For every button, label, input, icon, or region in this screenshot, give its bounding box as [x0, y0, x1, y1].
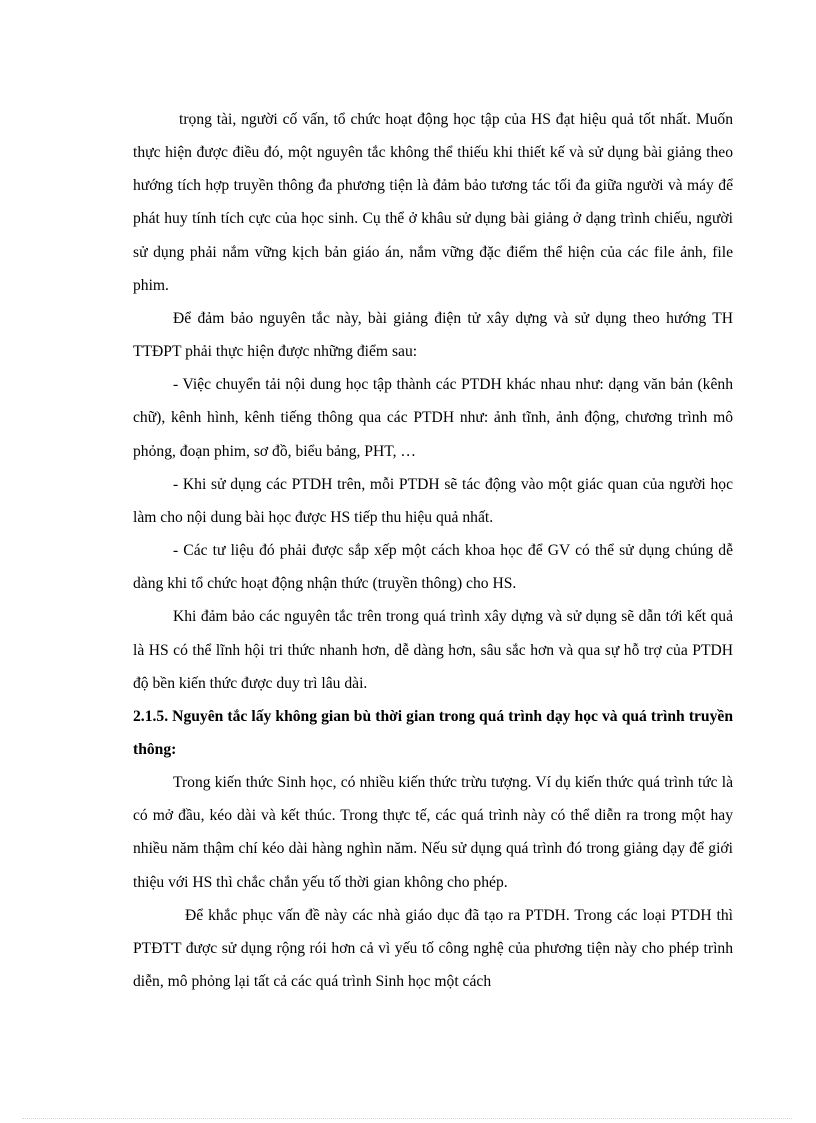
paragraph-2: Để đảm bảo nguyên tắc này, bài giảng điện tử xây dựng và sử dụng theo hướng TH TTĐPT phải thực hiện được những điểm sau: [133, 309, 733, 361]
paragraph-3: - Việc chuyển tải nội dung học tập thành các PTDH khác nhau như: dạng văn bản (kênh chữ), kênh hình, kênh tiếng thông qua các PTDH như: ảnh tĩnh, ảnh động, chương trình mô phỏng, đoạn phim, sơ đồ, biểu bảng, PHT, … [133, 376, 733, 460]
paragraph-6: Khi đảm bảo các nguyên tắc trên trong quá trình xây dựng và sử dụng sẽ dẫn tới kết quả là HS có thể lĩnh hội tri thức nhanh hơn, dễ dàng hơn, sâu sắc hơn và qua sự hỗ trợ của PTDH độ bền kiến thức được duy trì lâu dài. [133, 608, 733, 692]
paragraph-1: trọng tài, người cố vấn, tổ chức hoạt động học tập của HS đạt hiệu quả tốt nhất. Muốn thực hiện được điều đó, một nguyên tắc không thể thiếu khi thiết kế và sử dụng bài giảng theo hướng tích hợp truyền thông đa phương tiện là đảm bảo tương tác tối đa giữa người và máy để phát huy tính tích cực của học sinh. Cụ thể ở khâu sử dụng bài giảng ở dạng trình chiếu, người sử dụng phải nắm vững kịch bản giáo án, nắm vững đặc điểm thể hiện của các file ảnh, file phim. [133, 111, 733, 294]
document-body [133, 103, 733, 998]
paragraph-4: - Khi sử dụng các PTDH trên, mỗi PTDH sẽ tác động vào một giác quan của người học làm cho nội dung bài học được HS tiếp thu hiệu quả nhất. [133, 475, 733, 526]
page-bottom-divider [22, 1118, 792, 1120]
paragraph-8: Để khắc phục vấn đề này các nhà giáo dục đã tạo ra PTDH. Trong các loại PTDH thì PTĐTT được sử dụng rộng rói hơn cả vì yếu tố công nghệ của phương tiện này cho phép trình diễn, mô phỏng lại tất cả các quá trình Sinh học một cách [133, 906, 733, 991]
paragraph-7: Trong kiến thức Sinh học, có nhiều kiến thức trừu tượng. Ví dụ kiến thức quá trình tức là có mở đầu, kéo dài và kết thúc. Trong thực tế, các quá trình này có thể diễn ra trong một hay nhiều năm thậm chí kéo dài hàng nghìn năm. Nếu sử dụng quá trình đó trong giảng dạy để giới thiệu với HS thì chắc chắn yếu tố thời gian không cho phép. [133, 774, 733, 891]
section-heading: 2.1.5. Nguyên tắc lấy không gian bù thời gian trong quá trình dạy học và quá trình truyền thông: [133, 707, 733, 758]
paragraph-5: - Các tư liệu đó phải được sắp xếp một cách khoa học để GV có thể sử dụng chúng dễ dàng khi tổ chức hoạt động nhận thức (truyền thông) cho HS. [133, 542, 733, 593]
